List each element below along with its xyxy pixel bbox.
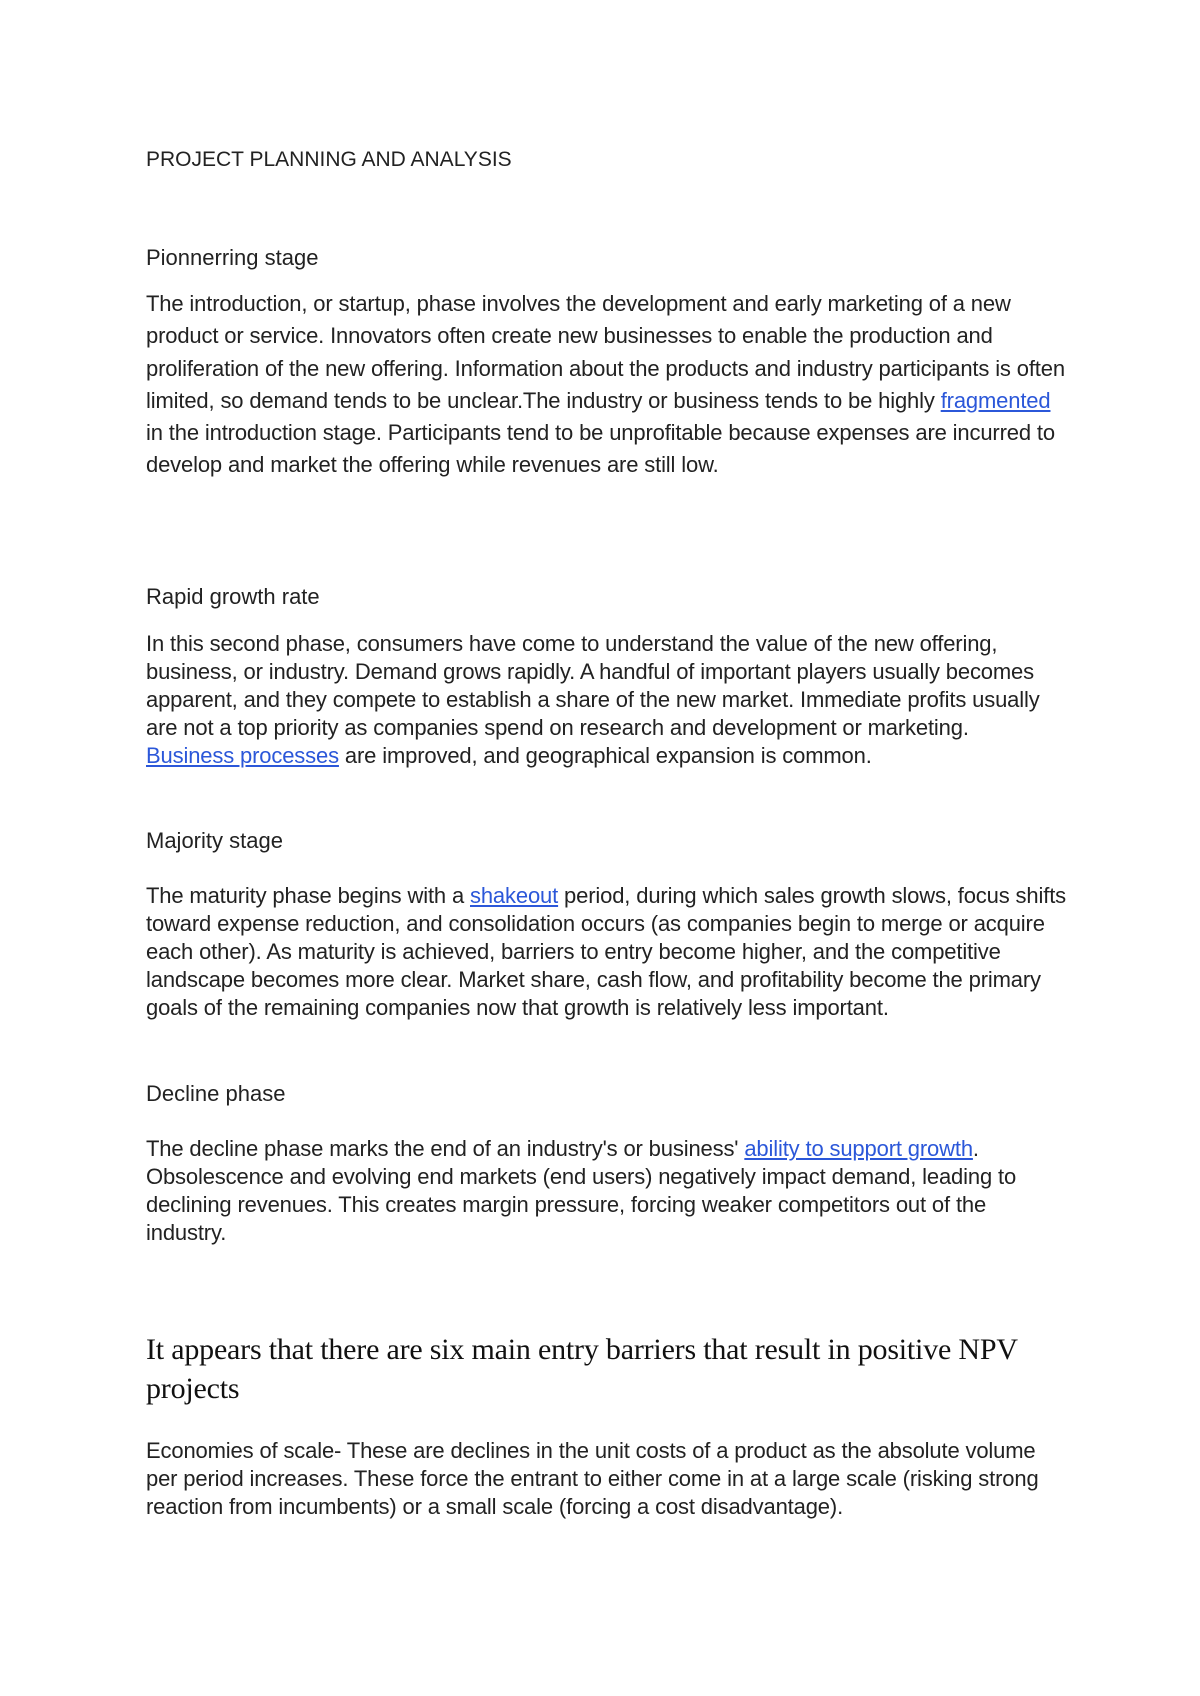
link-ability-to-support-growth[interactable]: ability to support growth: [744, 1136, 973, 1161]
paragraph-text: The maturity phase begins with a: [146, 883, 470, 908]
section-heading-rapid-growth: Rapid growth rate: [146, 584, 320, 609]
link-business-processes[interactable]: Business processes: [146, 743, 339, 768]
section-heading-decline: Decline phase: [146, 1081, 286, 1106]
paragraph-pioneering: [146, 288, 1066, 482]
paragraph-decline: [146, 1135, 1026, 1247]
paragraph-text: are improved, and geographical expansion is common.: [338, 743, 872, 768]
paragraph-text: . Obsolescence and evolving end markets (end users) negatively impact demand, leading to declining revenues. This creates margin pressure, forcing weaker competitors out of the industry.: [146, 1136, 1017, 1245]
paragraph-text: The introduction, or startup, phase involves the development and early marketing of a new product or service. Innovators often create new businesses to enable the production and proliferation of the new offering. Information about the products and industry participants is often limited, so demand tends to be unclear.The industry or business tends to be highly: [146, 291, 1065, 413]
paragraph-text: in the introduction stage. Participants tend to be unprofitable because expenses are incurred to develop and market the offering while revenues are still low.: [146, 420, 1055, 478]
paragraph-majority: [146, 882, 1066, 1022]
paragraph-text: period, during which sales growth slows, focus shifts toward expense reduction, and consolidation occurs (as companies begin to merge or acquire each other). As maturity is achieved, barriers to entry become higher, and the competitive landscape becomes more clear. Market share, cash flow, and profitability become the primary goals of the remaining companies now that growth is relatively less important.: [146, 883, 1067, 1020]
section-heading-pioneering: Pionnerring stage: [146, 245, 319, 270]
paragraph-text: The decline phase marks the end of an industry's or business': [146, 1136, 745, 1161]
link-fragmented[interactable]: fragmented: [940, 387, 1051, 413]
link-shakeout[interactable]: shakeout: [470, 883, 559, 908]
paragraph-economies-of-scale: Economies of scale- These are declines in the unit costs of a product as the absolute volume per period increases. These force the entrant to either come in at a large scale (risking strong reaction from incumbents) or a small scale (forcing a cost disadvantage).: [146, 1438, 1039, 1519]
section-heading-majority: Majority stage: [146, 828, 283, 853]
document-title: PROJECT PLANNING AND ANALYSIS: [146, 148, 512, 171]
paragraph-text: In this second phase, consumers have come to understand the value of the new offering, business, or industry. Demand grows rapidly. A handful of important players usually becomes apparent, and they compete to establish a share of the new market. Immediate profits usually are not a top priority as companies spend on research and development or marketing.: [146, 631, 1040, 740]
paragraph-rapid-growth: [146, 630, 1056, 770]
barriers-heading: It appears that there are six main entry barriers that result in positive NPV projects: [146, 1333, 1018, 1405]
